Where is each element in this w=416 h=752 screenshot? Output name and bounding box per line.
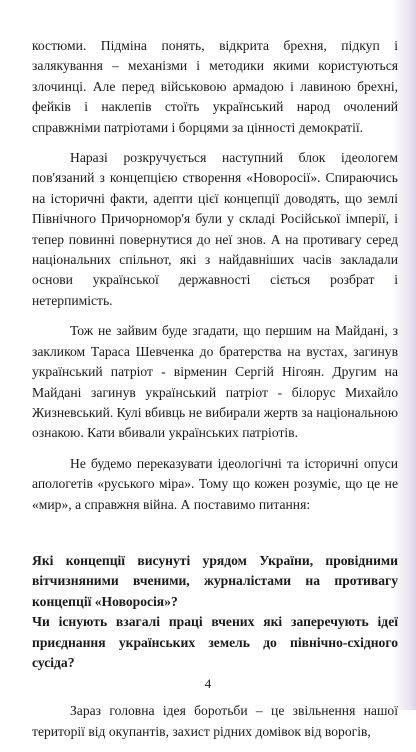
paragraph-4: Не будемо переказувати ідеологічні та історичні опуси апологетів «руського міра». Тому що кожен розуміє, що це не «мир», а справжня війна. А поставимо питання: xyxy=(32,455,398,512)
paragraph-3: Тож не зайвим буде згадати, що першим на Майдані, з закликом Тараса Шевченка до братерства на вустах, загинув український патріот - вірменин Сергій Нігоян. Другим на Майдані загинув український патріот - білорус Михайло Жизневський. Кулі вбивць не вибирали жертв за національною ознакою. Кати вбивали українських патріотів. xyxy=(32,323,398,441)
paragraph-2: Наразі розкручується наступний блок ідеологем пов'язаний з концепцією створення «Новоросії». Спираючись на історичні факти, адепти цієї концепції доводять, що землі Північного Причорномор'я були у складі Російської імперії, і тепер повинні повернутися до неї знов. А на противагу серед національних спільнот, які з найдавніших часів закладали основи української державності сіється розбрат і нетерпимість. xyxy=(32,150,398,308)
body-text xyxy=(32,36,398,752)
spacer xyxy=(32,525,398,551)
paragraph-5: Зараз головна ідея боротьби – це звільнення нашої території від окупантів, захист рідних домівок від ворогів, xyxy=(32,703,398,739)
paragraph-1: костюми. Підміна понять, відкрита брехня, підкуп і залякування – механізми і методики якими користуються злочинці. Але перед військовою армадою і лавиною брехні, фейків і наклепів стоїть український народ очолений справжніми патріотами і борцями за цінності демократії. xyxy=(32,38,398,135)
question-2: Чи існують взагалі праці вчених які заперечують ідеї приєднання українських земель до північно-східного сусіда? xyxy=(32,614,398,670)
question-1: Які концепції висунуті урядом України, провідними вітчизняними вченими, журналістами на противагу концепції «Новоросія»? xyxy=(32,552,398,609)
page-number: 4 xyxy=(204,676,212,691)
